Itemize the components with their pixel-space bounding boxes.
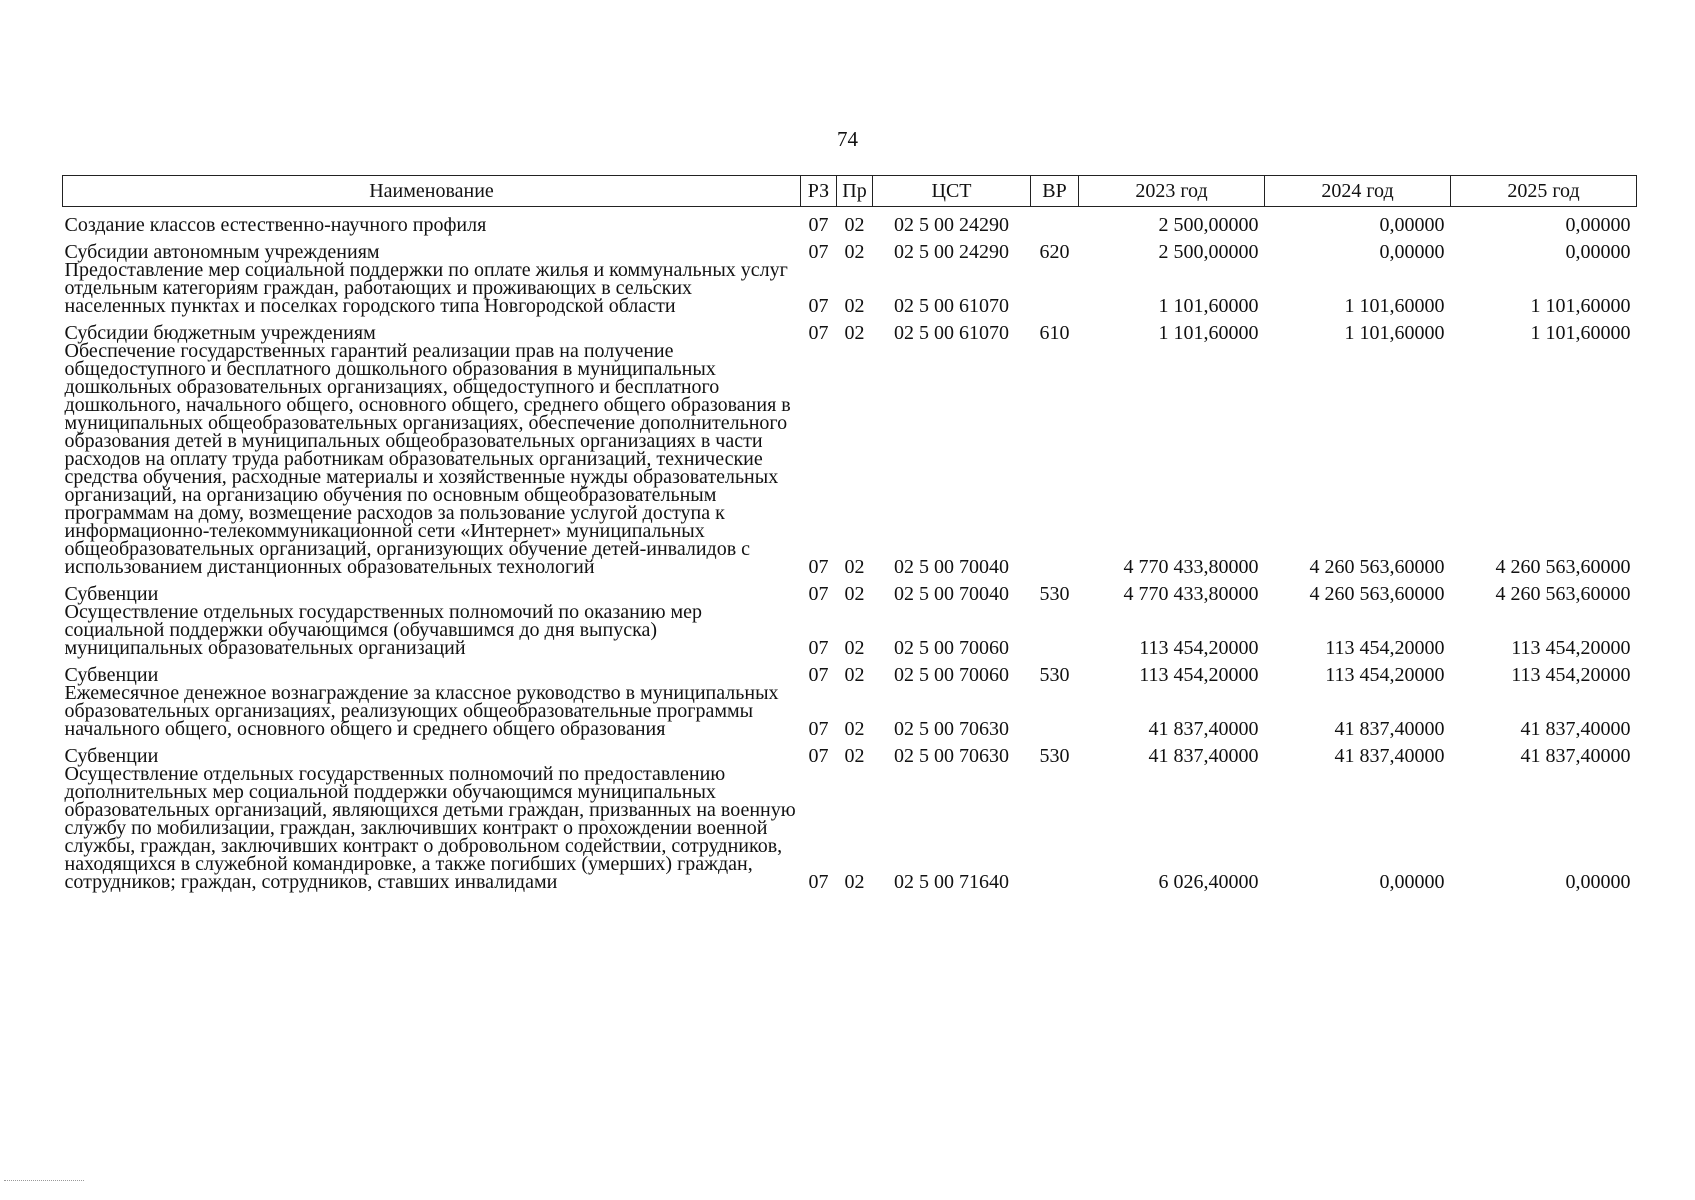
row-vr: 620 [1039, 241, 1070, 263]
row-vr [1031, 207, 1079, 235]
row-cst: 02 5 00 61070 [894, 322, 1009, 344]
row-2025: 0,00000 [1565, 214, 1631, 236]
row-cst: 02 5 00 71640 [894, 871, 1009, 893]
row-name: Обеспечение государственных гарантий реализации прав на получение общедоступного и бесплатного дошкольного образования в муниципальных дошкольных образовательных организациях, общедоступного и бесплатного дошкольного, начального общего, основного общего, среднего общего образования в муниципальных общеобразовательных организациях, обеспечение дополнительного образования детей в муниципальных общеобразовательных организациях в части расходов на оплату труда работникам образовательных организаций, технические средства обучения, расходные материалы и хозяйственные нужды образовательных организаций, на организацию обучения по основным общеобразовательным программам на дому, возмещение расходов за пользование услугой доступа к информационно-телекоммуникационной сети «Интернет» муниципальных общеобразовательных организаций, организующих обучение детей-инвалидов с использованием дистанционных образовательных технологий [64, 340, 791, 578]
row-2024: 1 101,60000 [1344, 322, 1445, 344]
row-vr [1031, 684, 1079, 738]
row-pr: 02 [844, 322, 865, 344]
row-2024: 113 454,20000 [1325, 637, 1445, 659]
row-2024: 4 260 563,60000 [1309, 556, 1445, 578]
header-2024: 2024 год [1265, 176, 1451, 207]
row-cst: 02 5 00 70630 [894, 718, 1009, 740]
row-rz: 07 [808, 583, 829, 605]
row-cst: 02 5 00 24290 [894, 214, 1009, 236]
row-cst: 02 5 00 70060 [894, 637, 1009, 659]
row-rz: 07 [808, 637, 829, 659]
row-2024: 41 837,40000 [1334, 745, 1445, 767]
page-number: 74 [837, 127, 858, 151]
row-vr [1031, 765, 1079, 891]
header-2023: 2023 год [1079, 176, 1265, 207]
row-pr: 02 [844, 556, 865, 578]
row-rz: 07 [808, 214, 829, 236]
row-pr: 02 [844, 718, 865, 740]
row-2025: 0,00000 [1565, 871, 1631, 893]
row-rz: 07 [808, 718, 829, 740]
row-cst: 02 5 00 24290 [894, 241, 1009, 263]
header-pr: Пр [837, 176, 873, 207]
row-rz: 07 [808, 556, 829, 578]
row-2025: 41 837,40000 [1520, 718, 1631, 740]
row-name: Создание классов естественно-научного профиля [64, 214, 487, 236]
row-rz: 07 [808, 322, 829, 344]
header-cst: ЦСТ [873, 176, 1031, 207]
table-header-row [63, 176, 1637, 207]
row-2023: 113 454,20000 [1139, 637, 1259, 659]
row-2025: 41 837,40000 [1520, 745, 1631, 767]
row-pr: 02 [844, 241, 865, 263]
row-vr [1031, 603, 1079, 657]
row-2023: 1 101,60000 [1158, 295, 1259, 317]
row-pr: 02 [844, 637, 865, 659]
row-rz: 07 [808, 871, 829, 893]
table-row [63, 261, 1637, 315]
row-2023: 4 770 433,80000 [1123, 556, 1259, 578]
table-row [63, 684, 1637, 738]
row-2024: 0,00000 [1379, 241, 1445, 263]
row-vr: 610 [1039, 322, 1070, 344]
row-rz: 07 [808, 664, 829, 686]
row-pr: 02 [844, 295, 865, 317]
row-rz: 07 [808, 241, 829, 263]
table-row [63, 207, 1637, 235]
row-rz: 07 [808, 295, 829, 317]
row-name: Предоставление мер социальной поддержки по оплате жилья и коммунальных услуг отдельным категориям граждан, работающих и проживающих в сельских населенных пунктах и поселках городского типа Новгородской области [64, 259, 788, 317]
row-vr: 530 [1039, 583, 1070, 605]
row-vr [1031, 261, 1079, 315]
row-2023: 113 454,20000 [1139, 664, 1259, 686]
table-row [63, 738, 1637, 765]
row-name: Субвенции [64, 745, 159, 767]
header-2025: 2025 год [1451, 176, 1637, 207]
table-row [63, 603, 1637, 657]
row-name: Субвенции [64, 664, 159, 686]
row-2023: 2 500,00000 [1158, 241, 1259, 263]
table-row [63, 315, 1637, 342]
row-2023: 41 837,40000 [1148, 718, 1259, 740]
row-pr: 02 [844, 214, 865, 236]
row-2024: 0,00000 [1379, 871, 1445, 893]
row-2024: 113 454,20000 [1325, 664, 1445, 686]
row-cst: 02 5 00 61070 [894, 295, 1009, 317]
table-row [63, 765, 1637, 891]
row-2023: 6 026,40000 [1158, 871, 1259, 893]
row-2023: 41 837,40000 [1148, 745, 1259, 767]
row-name: Субсидии автономным учреждениям [64, 241, 380, 263]
row-cst: 02 5 00 70630 [894, 745, 1009, 767]
row-vr: 530 [1039, 745, 1070, 767]
row-2025: 1 101,60000 [1530, 295, 1631, 317]
row-2025: 4 260 563,60000 [1495, 583, 1631, 605]
header-rz: РЗ [801, 176, 837, 207]
row-name: Осуществление отдельных государственных полномочий по предоставлению дополнительных мер социальной поддержки обучающимся муниципальных образовательных организаций, являющихся детьми граждан, призванных на военную службу по мобилизации, граждан, заключивших контракт о прохождении военной службы, граждан, заключивших контракт о добровольном содействии, сотрудников, находящихся в служебной командировке, а также погибших (умерших) граждан, сотрудников; граждан, сотрудников, ставших инвалидами [64, 763, 796, 893]
row-2024: 41 837,40000 [1334, 718, 1445, 740]
header-vr: ВР [1031, 176, 1079, 207]
table-row [63, 576, 1637, 603]
row-name: Ежемесячное денежное вознаграждение за классное руководство в муниципальных образовательных организациях, реализующих общеобразовательные программы начального общего, основного общего и среднего общего образования [64, 682, 779, 740]
row-2024: 0,00000 [1379, 214, 1445, 236]
row-2023: 2 500,00000 [1158, 214, 1259, 236]
budget-table [62, 175, 1637, 891]
table-row [63, 342, 1637, 576]
row-2023: 4 770 433,80000 [1123, 583, 1259, 605]
row-2025: 1 101,60000 [1530, 322, 1631, 344]
table-row [63, 657, 1637, 684]
row-2023: 1 101,60000 [1158, 322, 1259, 344]
row-2025: 113 454,20000 [1511, 664, 1631, 686]
row-vr: 530 [1039, 664, 1070, 686]
row-2024: 1 101,60000 [1344, 295, 1445, 317]
row-rz: 07 [808, 745, 829, 767]
row-cst: 02 5 00 70060 [894, 664, 1009, 686]
table-row [63, 234, 1637, 261]
row-2025: 4 260 563,60000 [1495, 556, 1631, 578]
row-pr: 02 [844, 664, 865, 686]
row-pr: 02 [844, 583, 865, 605]
row-pr: 02 [844, 871, 865, 893]
row-name: Субсидии бюджетным учреждениям [64, 322, 376, 344]
row-2025: 0,00000 [1565, 241, 1631, 263]
row-2024: 4 260 563,60000 [1309, 583, 1445, 605]
row-cst: 02 5 00 70040 [894, 583, 1009, 605]
row-vr [1031, 342, 1079, 576]
scan-artifact-divider [4, 1180, 84, 1183]
row-cst: 02 5 00 70040 [894, 556, 1009, 578]
row-2025: 113 454,20000 [1511, 637, 1631, 659]
row-name: Осуществление отдельных государственных полномочий по оказанию мер социальной поддержки обучающимся (обучавшимся до дня выпуска) муниципальных образовательных организаций [64, 601, 703, 659]
header-name: Наименование [63, 176, 801, 207]
row-pr: 02 [844, 745, 865, 767]
row-name: Субвенции [64, 583, 159, 605]
